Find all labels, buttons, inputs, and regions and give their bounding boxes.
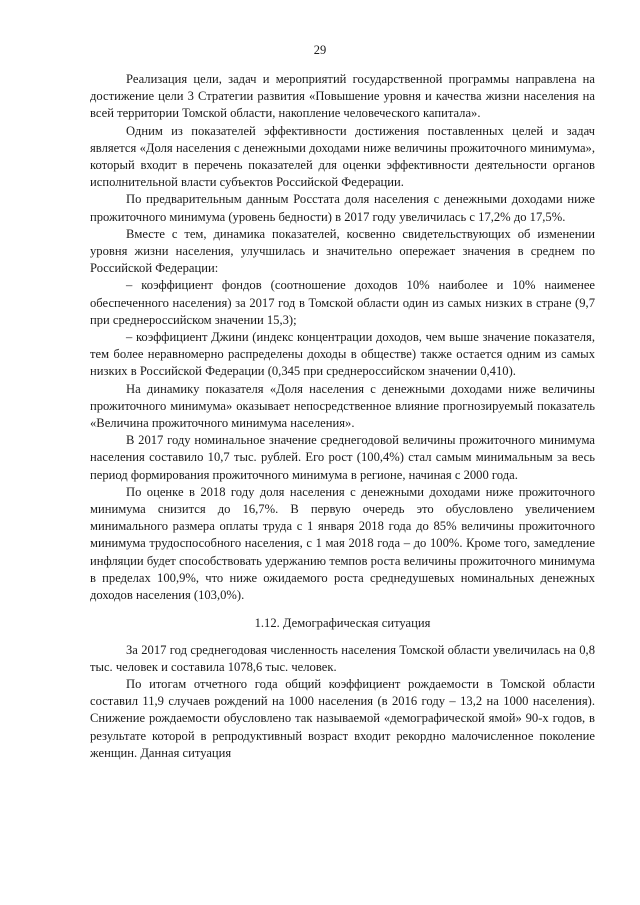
- section-title: 1.12. Демографическая ситуация: [254, 616, 431, 631]
- paragraph: В 2017 году номинальное значение среднегодовой величины прожиточного минимума населения составило 10,7 тыс. рублей. Его рост (100,4%) стал самым минимальным за весь период формирования прожиточного минимума в регионе, начиная с 2000 года.: [90, 433, 595, 482]
- paragraph: По оценке в 2018 году доля населения с денежными доходами ниже прожиточного минимума снизится до 16,7%. В первую очередь это обусловлено увеличением минимального размера оплаты труда с 1 января 2018 года до 85% величины прожиточного минимума трудоспособного населения, с 1 мая 2018 года – до 100%. Кроме того, замедление инфляции будет способствовать удержанию темпов роста величины прожиточного минимума в пределах 100,9%, что ниже ожидаемого роста среднедушевых номинальных денежных доходов населения (103,0%).: [90, 484, 595, 603]
- paragraph: По итогам отчетного года общий коэффициент рождаемости в Томской области составил 11,9 случаев рождений на 1000 населения (в 2016 году – 13,2 на 1000 населения). Снижение рождаемости обусловлено так называемой «демографической ямой» 90-х годов, в результате которой в репродуктивный возраст входит рекордно малочисленное поколение женщин. Данная ситуация: [90, 676, 595, 760]
- list-item-paragraph: – коэффициент Джини (индекс концентрации доходов, чем выше значение показателя, тем более неравномерно распределены доходы в обществе) также остается одним из самых низких в Российской Федерации (0,345 при среднероссийском значении 0,410).: [90, 330, 595, 379]
- paragraph: Реализация цели, задач и мероприятий государственной программы направлена на достижение цели 3 Стратегии развития «Повышение уровня и качества жизни населения на всей территории Томской области, накопление человеческого капитала».: [90, 72, 595, 121]
- paragraph: Вместе с тем, динамика показателей, косвенно свидетельствующих об изменении уровня жизни населения, улучшилась и значительно опережает значения в среднем по Российской Федерации:: [90, 226, 595, 276]
- document-body: [90, 71, 595, 762]
- page-number: 29: [313, 43, 327, 57]
- paragraph: По предварительным данным Росстата доля населения с денежными доходами ниже прожиточного минимума (уровень бедности) в 2017 году увеличилась с 17,2% до 17,5%.: [90, 192, 595, 224]
- paragraph: Одним из показателей эффективности достижения поставленных целей и задач является «Доля населения с денежными доходами ниже величины прожиточного минимума», который входит в перечень показателей для оценки эффективности деятельности органов исполнительной власти субъектов Российской Федерации.: [90, 123, 595, 190]
- list-item-paragraph: – коэффициент фондов (соотношение доходов 10% наиболее и 10% наименее обеспеченного населения) за 2017 год в Томской области один из самых низких в стране (9,7 при среднероссийском значении 15,3);: [90, 278, 595, 327]
- paragraph: На динамику показателя «Доля населения с денежными доходами ниже величины прожиточного минимума» оказывает непосредственное влияние прогнозируемый показатель «Величина прожиточного минимума населения».: [90, 381, 595, 431]
- paragraph: За 2017 год среднегодовая численность населения Томской области увеличилась на 0,8 тыс. человек и составила 1078,6 тыс. человек.: [90, 642, 595, 674]
